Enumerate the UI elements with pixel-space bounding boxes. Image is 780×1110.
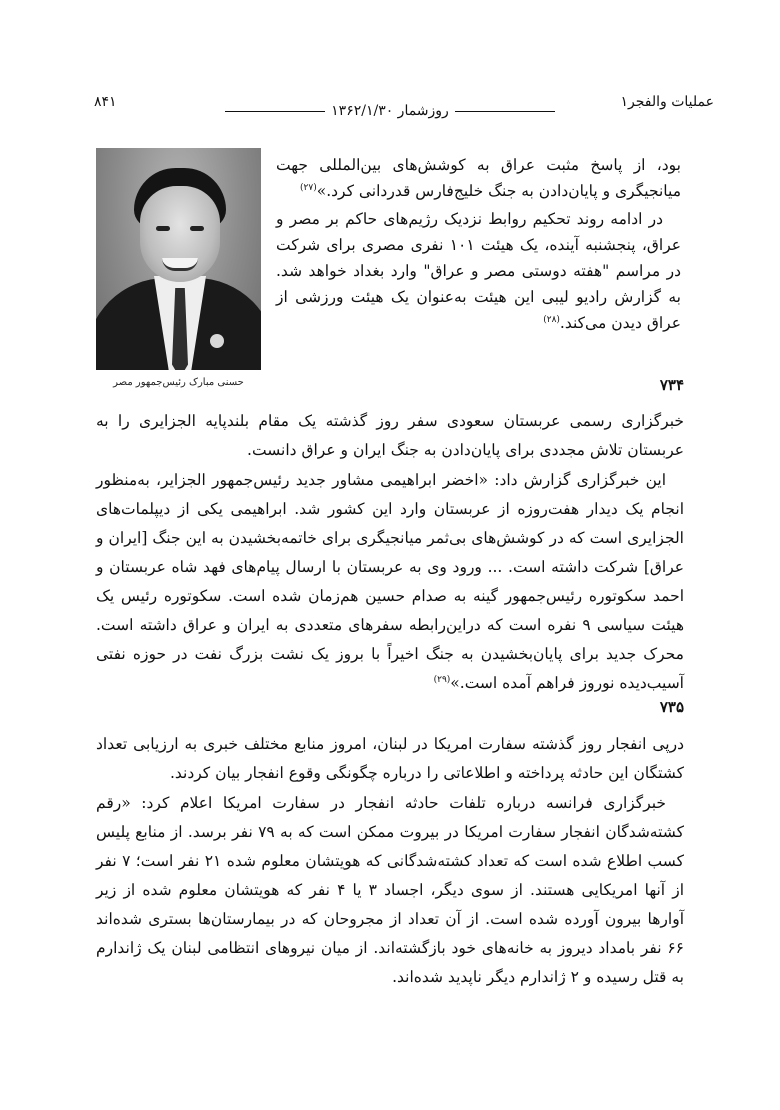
- entry-number-735: ۷۳۵: [659, 698, 684, 716]
- portrait-photo: [96, 148, 261, 370]
- photo-caption: حسنی مبارک رئیس‌جمهور مصر: [113, 377, 244, 388]
- footnote-ref-29: (۲۹): [433, 674, 451, 685]
- entry-735-paragraph-1: درپی انفجار روز گذشته سفارت امریکا در لبنان، امروز منابع مختلف خبری به ارزیابی تعداد کشتگان این حادثه پرداخته و اطلاعاتی را درباره چگونگی وقوع انفجار بیان کردند.: [96, 735, 684, 782]
- footnote-ref-28: (۲۸): [543, 314, 560, 325]
- running-header-date: [0, 103, 780, 119]
- intro-paragraph-1: [276, 152, 681, 204]
- intro-paragraph-2: [276, 206, 681, 336]
- entry-734-paragraph-2-text: این خبرگزاری گزارش داد: «اخضر ابراهیمی مشاور جدید رئیس‌جمهور الجزایر، به‌منظور انجام یک دیدار هفت‌روزه از عربستان وارد این کشور شد. ابراهیمی یکی از دیپلمات‌های الجزایری است که در کوشش‌های بی‌ثمر میانجیگری برای خاتمه‌بخشیدن به این جنگ [ایران و عراق] شرکت داشته است. ... ورود وی به عربستان با ارسال پیام‌های فهد شاه عربستان و احمد سکوتوره رئیس‌جمهور گینه به صدام حسین هم‌زمان شده است. سکوتوره رئیس یک هیئت سیاسی ۹ نفره است که دراین‌رابطه سفرهای متعددی به ایران و عراق داشته است. محرک جدید برای پایان‌بخشیدن به جنگ اخیراً با بروز یک نشت بزرگ نفت در حوزه نفتی آسیب‌دیده نوروز فراهم آمده است.»: [96, 471, 685, 692]
- entry-734-paragraph-2: [96, 466, 684, 698]
- footnote-ref-27: (۲۷): [300, 182, 317, 193]
- photo-eye-left: [156, 226, 170, 231]
- intro-paragraph-1-text: بود، از پاسخ مثبت عراق به کوشش‌های بین‌المللی جهت میانجیگری و پایان‌دادن به جنگ خلیج‌فارس قدردانی کرد.»: [276, 156, 681, 200]
- header-rule-right: [455, 111, 555, 112]
- page-number: ۸۴۱: [94, 94, 117, 110]
- header-date-text: روزشمار ۱۳۶۲/۱/۳۰: [331, 103, 449, 119]
- entry-number-734: ۷۳۴: [659, 376, 684, 394]
- photo-lapel-pin: [210, 334, 224, 348]
- intro-paragraph-2-text: در ادامه روند تحکیم روابط نزدیک رژیم‌های حاکم بر مصر و عراق، پنجشنبه آینده، یک هیئت ۱۰۱ نفری مصری برای شرکت در مراسم "هفته دوستی مصر و عراق" وارد بغداد خواهد شد. به گزارش رادیو لیبی این هیئت به‌عنوان یک هیئت ورزشی از عراق دیدن می‌کند.: [276, 210, 681, 332]
- header-rule-left: [225, 111, 325, 112]
- entry-734-paragraph-1: خبرگزاری رسمی عربستان سعودی سفر روز گذشته یک مقام بلندپایه الجزایری را به عربستان تلاش مجددی برای پایان‌دادن به جنگ ایران و عراق دانست.: [96, 412, 684, 459]
- running-header-title: عملیات والفجر۱: [620, 94, 714, 110]
- photo-eye-right: [190, 226, 204, 231]
- entry-735-paragraph-2: خبرگزاری فرانسه درباره تلفات حادثه انفجار در سفارت امریکا اعلام کرد: «رقم کشته‌شدگان انفجار سفارت امریکا در بیروت ممکن است که به ۷۹ نفر برسد. از منابع پلیس کسب اطلاع شده است که تعداد کشته‌شدگانی که هویتشان معلوم شده ۲۱ نفر است؛ ۷ نفر از آنها امریکایی هستند. از سوی دیگر، اجساد ۳ یا ۴ نفر که هویتشان معلوم شده از زیر آوارها بیرون آورده شده است. از آن تعداد از مجروحان که در بیمارستان‌ها بستری شده‌اند ۶۶ نفر بامداد دیروز به خانه‌های خود بازگشته‌اند. از میان نیروهای انتظامی لبنان یک ژاندارم به قتل رسیده و ۲ ژاندارم دیگر ناپدید شده‌اند.: [96, 794, 685, 986]
